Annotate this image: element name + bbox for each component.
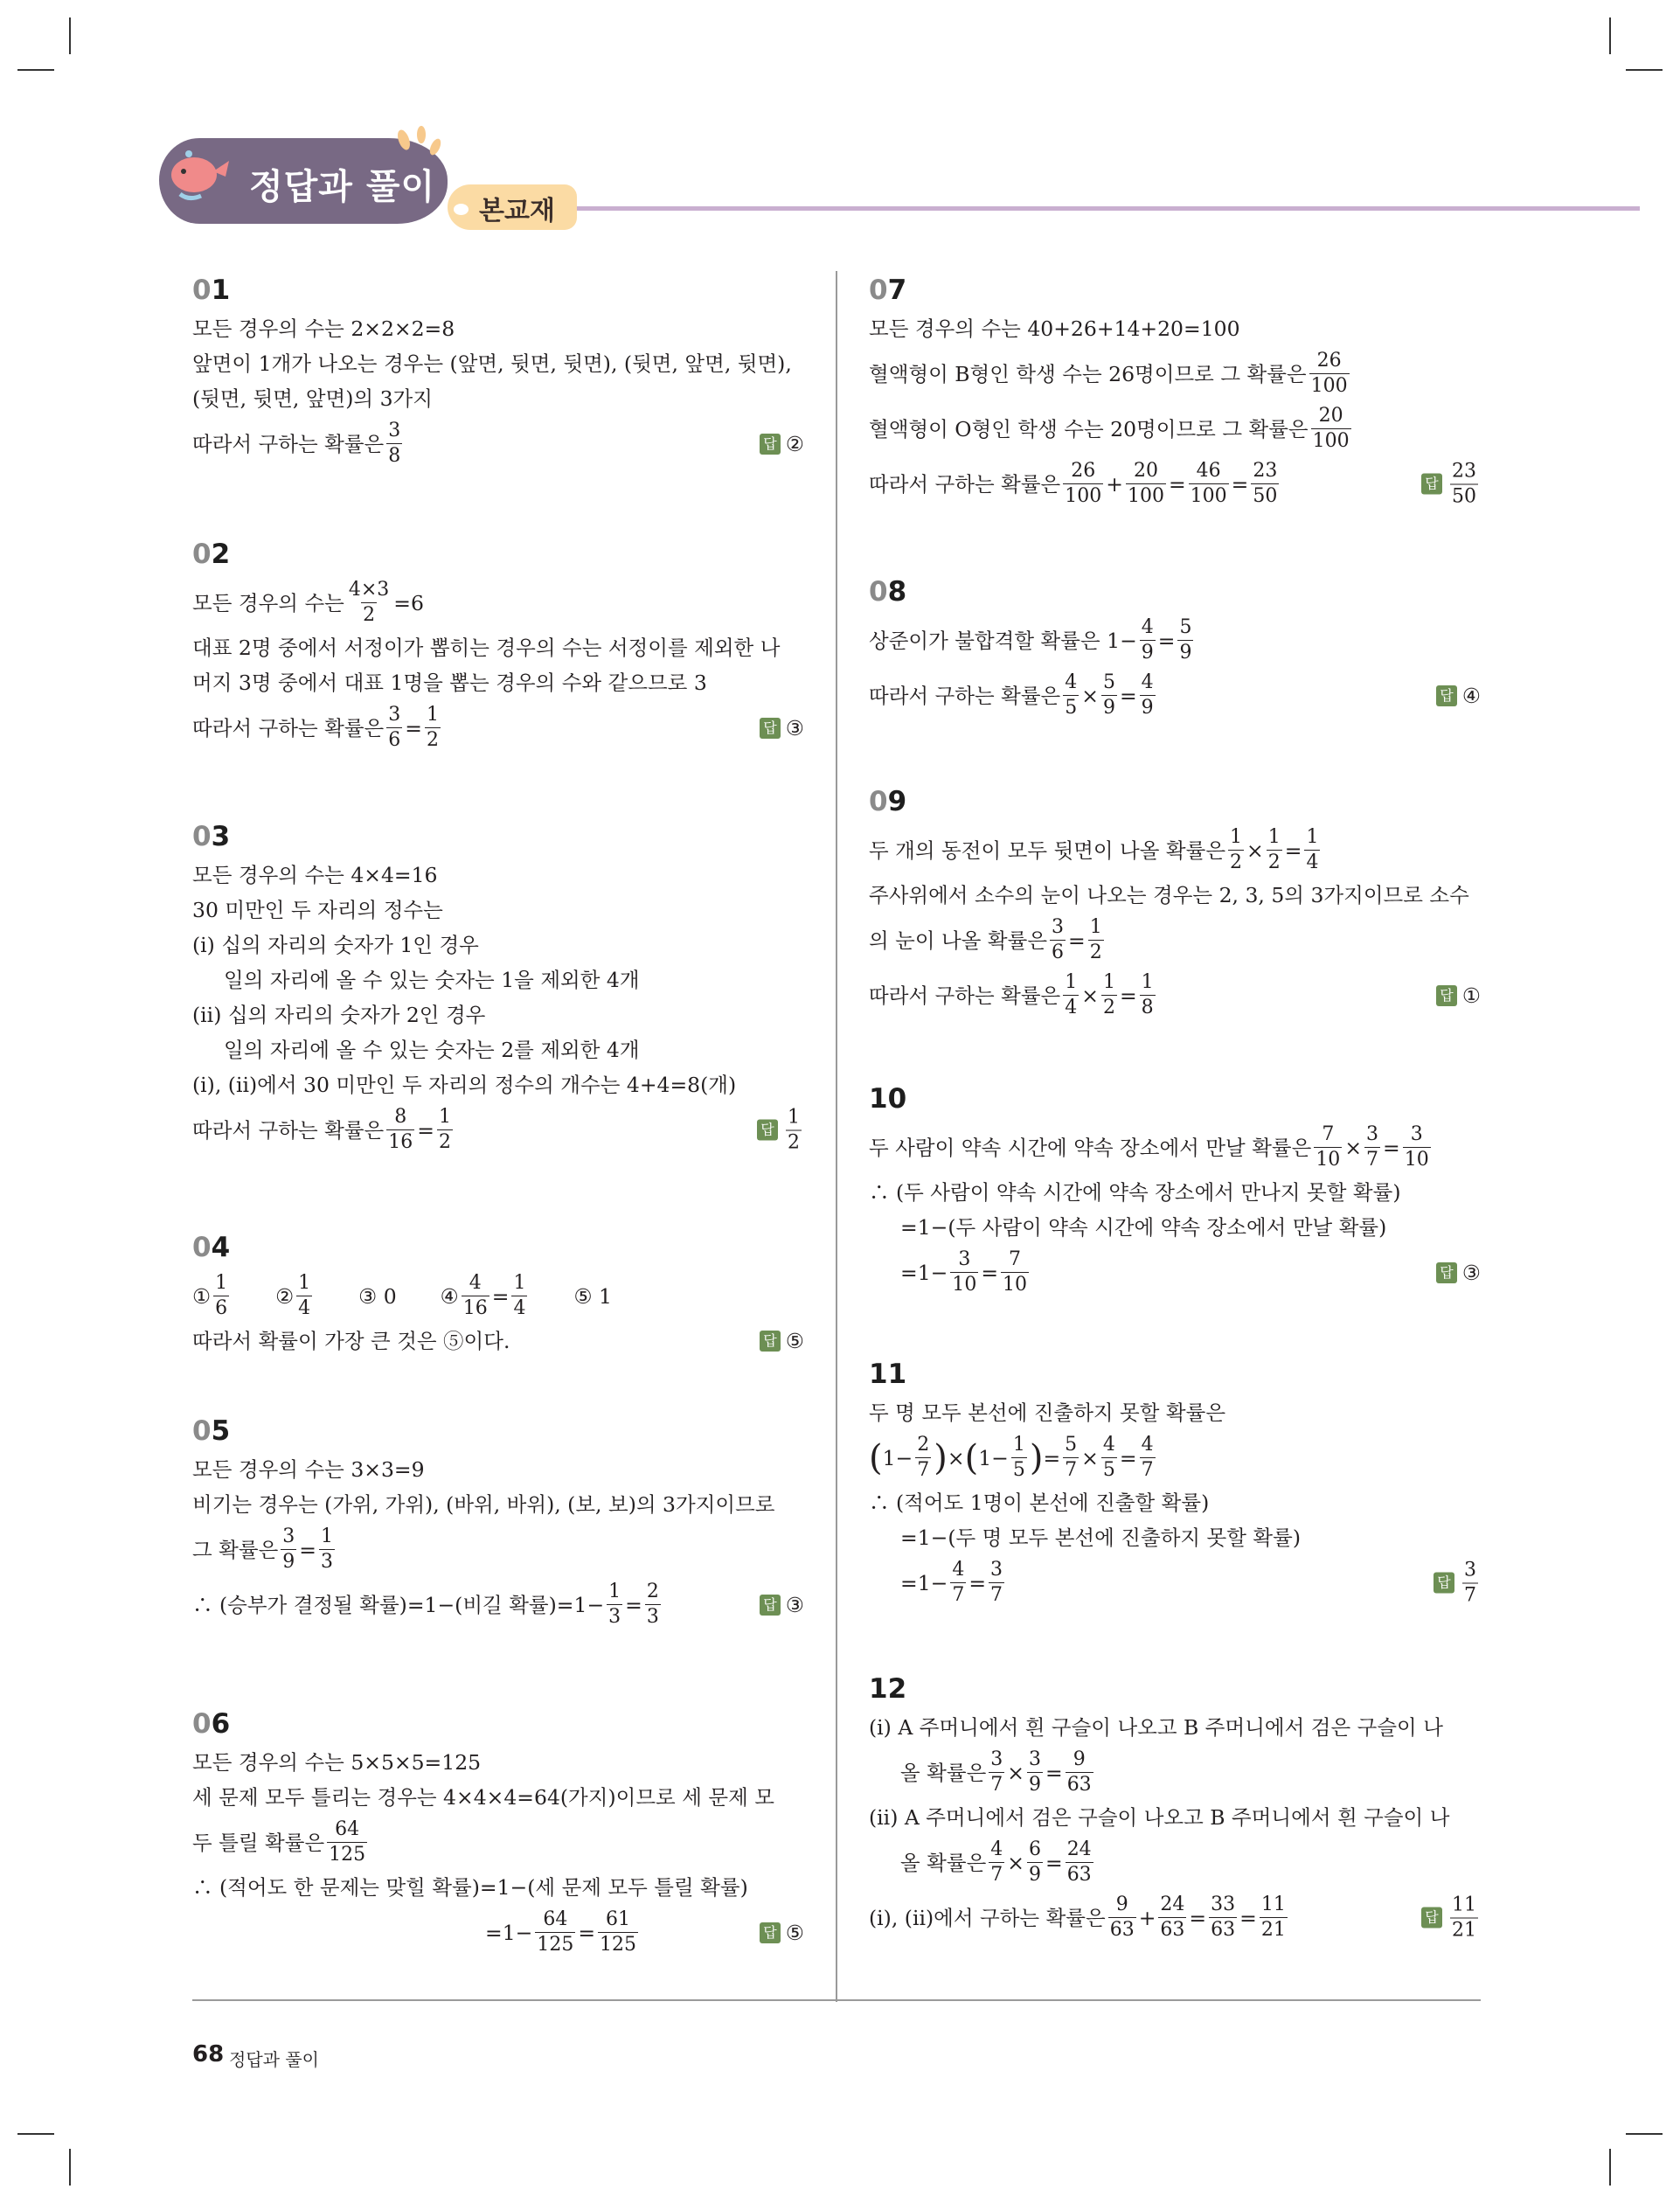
problem-04 <box>192 1230 804 1359</box>
solution-line: 모든 경우의 수는 3×3=9 <box>192 1457 425 1482</box>
fraction: 26 100 <box>1310 350 1348 397</box>
problem-number: 06 <box>192 1708 231 1740</box>
problem-07 <box>869 273 1481 511</box>
fraction: 4 5 <box>1102 1434 1115 1481</box>
fraction: 1 4 <box>1065 971 1078 1018</box>
problem-08 <box>869 574 1481 723</box>
fraction: 64 125 <box>329 1818 366 1866</box>
solution-line: 따라서 확률이 가장 큰 것은 ⑤이다. 답 ⑤ <box>192 1329 804 1353</box>
fraction: 1 2 <box>1267 826 1281 873</box>
answer: 답 ④ <box>1436 684 1481 708</box>
problem-number: 10 <box>869 1083 907 1115</box>
solution-line: (ⅰ), (ⅱ)에서 구하는 확률은 9 63 + 24 63 = 33 63 = 11 21 답 11 21 <box>869 1890 1481 1945</box>
solution-line: 두 틀릴 확률은 64 125 <box>192 1818 366 1866</box>
answer: 답 ⑤ <box>760 1329 804 1353</box>
header-rule <box>559 206 1640 211</box>
fraction: 4 9 <box>1141 671 1154 719</box>
problem-10 <box>869 1081 1481 1300</box>
solution-line: ( 1− 2 7 ) × ( 1− 1 5 ) = 5 7 × 4 5 = 4 7 <box>869 1434 1154 1481</box>
solution-line: 따라서 구하는 확률은 1 4 × 1 2 = 1 8 답 ① <box>869 971 1481 1018</box>
answer-mark-icon: 답 <box>760 718 781 739</box>
fraction: 7 10 <box>1003 1248 1028 1296</box>
problem-12 <box>869 1671 1481 1945</box>
fraction: 1 4 <box>1306 826 1319 873</box>
answer: 답 ③ <box>760 716 804 740</box>
problem-number: 01 <box>192 275 231 306</box>
answer-mark-icon: 답 <box>1434 1573 1454 1594</box>
crop-mark <box>1626 2133 1663 2135</box>
solution-line: 대표 2명 중에서 서정이가 뽑히는 경우의 수는 서정이를 제외한 나 <box>192 636 781 660</box>
solution-line: 일의 자리에 올 수 있는 숫자는 2를 제외한 4개 <box>224 1038 640 1062</box>
answer <box>1421 1895 1481 1940</box>
crop-mark <box>1626 69 1663 71</box>
solution-line: 30 미만인 두 자리의 정수는 <box>192 898 443 922</box>
solution-line: 그 확률은 3 9 = 1 3 <box>192 1525 333 1573</box>
fraction: 24 63 <box>1066 1838 1092 1886</box>
problem-number: 03 <box>192 821 231 852</box>
fraction: 4 7 <box>990 1838 1003 1886</box>
solution-line: 모든 경우의 수는 4×4=16 <box>192 863 438 887</box>
fraction: 33 63 <box>1211 1894 1236 1941</box>
fraction: 3 10 <box>1404 1123 1429 1171</box>
answer: 답 ① <box>1436 983 1481 1008</box>
fraction: 5 9 <box>1179 616 1192 664</box>
fraction: 1 4 <box>513 1272 526 1319</box>
fraction: 1 2 <box>426 704 439 751</box>
whale-icon <box>163 149 233 206</box>
fraction: 20 100 <box>1312 405 1350 452</box>
footer-label: 정답과 풀이 <box>229 2049 319 2070</box>
fraction: 1 2 <box>1089 916 1102 963</box>
solution-line: 의 눈이 나올 확률은 3 6 = 1 2 <box>869 916 1102 963</box>
fraction: 3 9 <box>1028 1748 1041 1796</box>
solution-line: 올 확률은 4 7 × 6 9 = 24 63 <box>900 1838 1092 1886</box>
fraction: 1 2 <box>1102 971 1115 1018</box>
answer-mark-icon: 답 <box>1436 685 1457 706</box>
fraction: 9 63 <box>1109 1894 1135 1941</box>
solution-line: =1− $\frac{4}{7}$ = 3 7 답 3 7 <box>869 1555 1481 1610</box>
column-divider <box>836 271 837 2002</box>
answer-mark-icon: 답 <box>1436 985 1457 1006</box>
fraction: $\frac{1}{3}$ <box>608 1581 621 1628</box>
solution-line: 모든 경우의 수는 40+26+14+20=100 <box>869 316 1240 341</box>
fraction: 46 100 <box>1190 460 1227 507</box>
problem-number: 11 <box>869 1359 907 1390</box>
solution-line: (ⅰ) A 주머니에서 흰 구슬이 나오고 B 주머니에서 검은 구슬이 나 <box>869 1715 1443 1740</box>
answer: 답 ③ <box>1436 1261 1481 1285</box>
problem-11 <box>869 1357 1481 1610</box>
fraction: 11 21 <box>1452 1894 1476 1941</box>
solution-line: (ⅱ) 십의 자리의 숫자가 2인 경우 <box>192 1003 486 1027</box>
fraction: 1 6 <box>215 1272 228 1319</box>
fraction: 2 7 <box>917 1434 930 1481</box>
fraction: 20 100 <box>1127 460 1164 507</box>
solution-line: 따라서 구하는 확률은 26 100 + 20 100 = 46 100 = 23 50 답 23 50 <box>869 456 1481 511</box>
solution-line: 두 개의 동전이 모두 뒷면이 나올 확률은 1 2 × 1 2 = 1 4 <box>869 826 1319 873</box>
solution-line: 혈액형이 O형인 학생 수는 20명이므로 그 확률은 20 100 <box>869 405 1350 452</box>
fraction: 6 9 <box>1028 1838 1041 1886</box>
fraction: 23 50 <box>1253 460 1278 507</box>
solution-line: 머지 3명 중에서 대표 1명을 뽑는 경우의 수와 같으므로 3 <box>192 671 707 695</box>
fraction: 1 2 <box>438 1106 451 1153</box>
fraction: 61 125 <box>600 1908 637 1956</box>
section-tab-label: 본교재 <box>479 196 555 226</box>
fraction: 3 6 <box>1052 916 1065 963</box>
fraction: 5 7 <box>1065 1434 1078 1481</box>
solution-line: 모든 경우의 수는 5×5×5=125 <box>192 1750 482 1775</box>
answer-mark-icon: 답 <box>1421 1908 1442 1928</box>
fraction: 8 16 <box>388 1106 413 1153</box>
fraction: 23 50 <box>1452 460 1476 507</box>
footer-rule <box>192 1999 1481 2001</box>
fraction: 3 7 <box>1464 1559 1476 1606</box>
answer-mark-icon: 답 <box>757 1120 778 1141</box>
answer-mark-icon: 답 <box>760 1331 781 1352</box>
problem-number: 07 <box>869 275 907 306</box>
section-title: 정답과 풀이 <box>249 167 436 207</box>
page-number: 68 <box>192 2041 225 2067</box>
answer-mark-icon: 답 <box>760 434 781 455</box>
fraction: $\frac{3}{10}$ <box>952 1248 977 1296</box>
crop-mark <box>17 69 54 71</box>
fraction: 4 16 <box>462 1272 488 1319</box>
solution-line: 상준이가 불합격할 확률은 1− $\frac{4}{9}$ = 5 9 <box>869 616 1192 664</box>
answer: 답 ⑤ <box>760 1921 804 1945</box>
crop-mark <box>1609 17 1611 54</box>
solution-line: =1− $\frac{64}{125}$ = 61 125 답 ⑤ <box>485 1908 804 1956</box>
answer-mark-icon: 답 <box>760 1595 781 1616</box>
solution-line: ∴ (두 사람이 약속 시간에 약속 장소에서 만나지 못할 확률) <box>869 1180 1401 1205</box>
solution-line: 두 사람이 약속 시간에 약속 장소에서 만날 확률은 7 10 × 3 7 = 3 10 <box>869 1123 1429 1171</box>
crop-mark <box>69 2149 71 2186</box>
solution-line: ∴ (적어도 한 문제는 맞힐 확률)=1−(세 문제 모두 틀릴 확률) <box>192 1875 748 1900</box>
problem-number: 09 <box>869 786 907 817</box>
solution-line: 비기는 경우는 (가위, 가위), (바위, 바위), (보, 보)의 3가지이므로 <box>192 1492 775 1517</box>
solution-line: 일의 자리에 올 수 있는 숫자는 1을 제외한 4개 <box>224 968 640 992</box>
solution-line: 따라서 구하는 확률은 3 8 답 ② <box>192 420 804 467</box>
fraction: $\frac{4}{9}$ <box>1141 616 1154 664</box>
fraction: 1 4 <box>298 1272 311 1319</box>
problem-number: 08 <box>869 576 907 608</box>
problem-05 <box>192 1414 804 1632</box>
solution-line: (ⅰ) 십의 자리의 숫자가 1인 경우 <box>192 933 479 957</box>
fraction: 5 9 <box>1102 671 1115 719</box>
solution-line: ∴ (적어도 1명이 본선에 진출할 확률) <box>869 1491 1210 1515</box>
answer: 답 ② <box>760 432 804 456</box>
fraction: 24 63 <box>1160 1894 1185 1941</box>
fraction: $\frac{64}{125}$ <box>537 1908 574 1956</box>
solution-line: ∴ (승부가 결정될 확률)=1−(비길 확률)=1− $\frac{1}{3}$ = 2 3 답 ③ <box>192 1581 804 1628</box>
problem-01 <box>192 273 804 471</box>
fraction: 1 2 <box>1230 826 1243 873</box>
solution-line: 모든 경우의 수는 $\frac{4\times 3}{2}$ =6 <box>192 579 424 626</box>
fraction: 1 2 <box>788 1106 800 1153</box>
fraction: 11 21 <box>1260 1894 1286 1941</box>
fraction: 3 7 <box>990 1559 1003 1606</box>
fraction: $\frac{4\times 3}{2}$ <box>348 579 390 626</box>
choices-line: ① 1 6 ② 1 4 ③ 0 ④ 4 16 = 1 4 ⑤ 1 <box>192 1272 612 1319</box>
crop-mark <box>17 2133 54 2135</box>
answer-mark-icon: 답 <box>1421 474 1442 495</box>
solution-line: 따라서 구하는 확률은 8 16 = 1 2 답 1 2 <box>192 1102 804 1157</box>
fraction: 26 100 <box>1065 460 1102 507</box>
fraction: $\frac{4}{7}$ <box>952 1559 965 1606</box>
fraction: 3 9 <box>282 1525 295 1573</box>
solution-line: 주사위에서 소수의 눈이 나오는 경우는 2, 3, 5의 3가지이므로 소수 <box>869 883 1469 907</box>
fraction: 3 6 <box>388 704 401 751</box>
fraction: 1 8 <box>1141 971 1154 1018</box>
fraction: 4 5 <box>1065 671 1078 719</box>
problem-06 <box>192 1706 804 1960</box>
problem-03 <box>192 819 804 1157</box>
tab-dot-icon <box>454 204 469 215</box>
solution-line: 모든 경우의 수는 2×2×2=8 <box>192 316 455 341</box>
solution-line: 두 명 모두 본선에 진출하지 못할 확률은 <box>869 1400 1226 1425</box>
fraction: 3 7 <box>990 1748 1003 1796</box>
crop-mark <box>69 17 71 54</box>
solution-line: (ⅱ) A 주머니에서 검은 구슬이 나오고 B 주머니에서 흰 구슬이 나 <box>869 1805 1450 1830</box>
solution-line: 따라서 구하는 확률은 3 6 = 1 2 답 ③ <box>192 704 804 751</box>
answer-mark-icon: 답 <box>760 1922 781 1943</box>
problem-09 <box>869 784 1481 1023</box>
fraction: 2 3 <box>646 1581 659 1628</box>
solution-line: 올 확률은 3 7 × 3 9 = 9 63 <box>900 1748 1092 1796</box>
solution-line: (뒷면, 뒷면, 앞면)의 3가지 <box>192 386 433 411</box>
fraction: 9 63 <box>1066 1748 1092 1796</box>
solution-line: =1− $\frac{3}{10}$ = 7 10 답 ③ <box>900 1248 1481 1296</box>
problem-02 <box>192 537 804 755</box>
solution-line: =1−(두 사람이 약속 시간에 약속 장소에서 만날 확률) <box>900 1215 1387 1240</box>
solution-line: (ⅰ), (ⅱ)에서 30 미만인 두 자리의 정수의 개수는 4+4=8(개) <box>192 1073 737 1097</box>
problem-number: 02 <box>192 539 231 570</box>
problem-number: 12 <box>869 1673 907 1705</box>
crop-mark <box>1609 2149 1611 2186</box>
problem-number: 04 <box>192 1232 231 1263</box>
solution-line: =1−(두 명 모두 본선에 진출하지 못할 확률) <box>900 1525 1302 1550</box>
solution-line: 따라서 구하는 확률은 4 5 × 5 9 = 4 9 답 ④ <box>869 671 1481 719</box>
fraction: 3 7 <box>1366 1123 1379 1171</box>
solution-line: 세 문제 모두 틀리는 경우는 4×4×4=64(가지)이므로 세 문제 모 <box>192 1785 774 1810</box>
problem-number: 05 <box>192 1415 231 1447</box>
answer <box>757 1108 804 1152</box>
fraction: 1 3 <box>320 1525 333 1573</box>
fraction: 1 5 <box>1012 1434 1025 1481</box>
solution-line: 앞면이 1개가 나오는 경우는 (앞면, 뒷면, 뒷면), (뒷면, 앞면, 뒷면), <box>192 351 792 376</box>
fraction: 3 8 <box>388 420 401 467</box>
answer <box>1421 462 1481 506</box>
solution-line: 혈액형이 B형인 학생 수는 26명이므로 그 확률은 26 100 <box>869 350 1348 397</box>
fraction: 7 10 <box>1316 1123 1341 1171</box>
answer: 답 ③ <box>760 1593 804 1617</box>
answer <box>1434 1560 1481 1605</box>
fraction: 4 7 <box>1141 1434 1154 1481</box>
answer-mark-icon: 답 <box>1436 1262 1457 1283</box>
